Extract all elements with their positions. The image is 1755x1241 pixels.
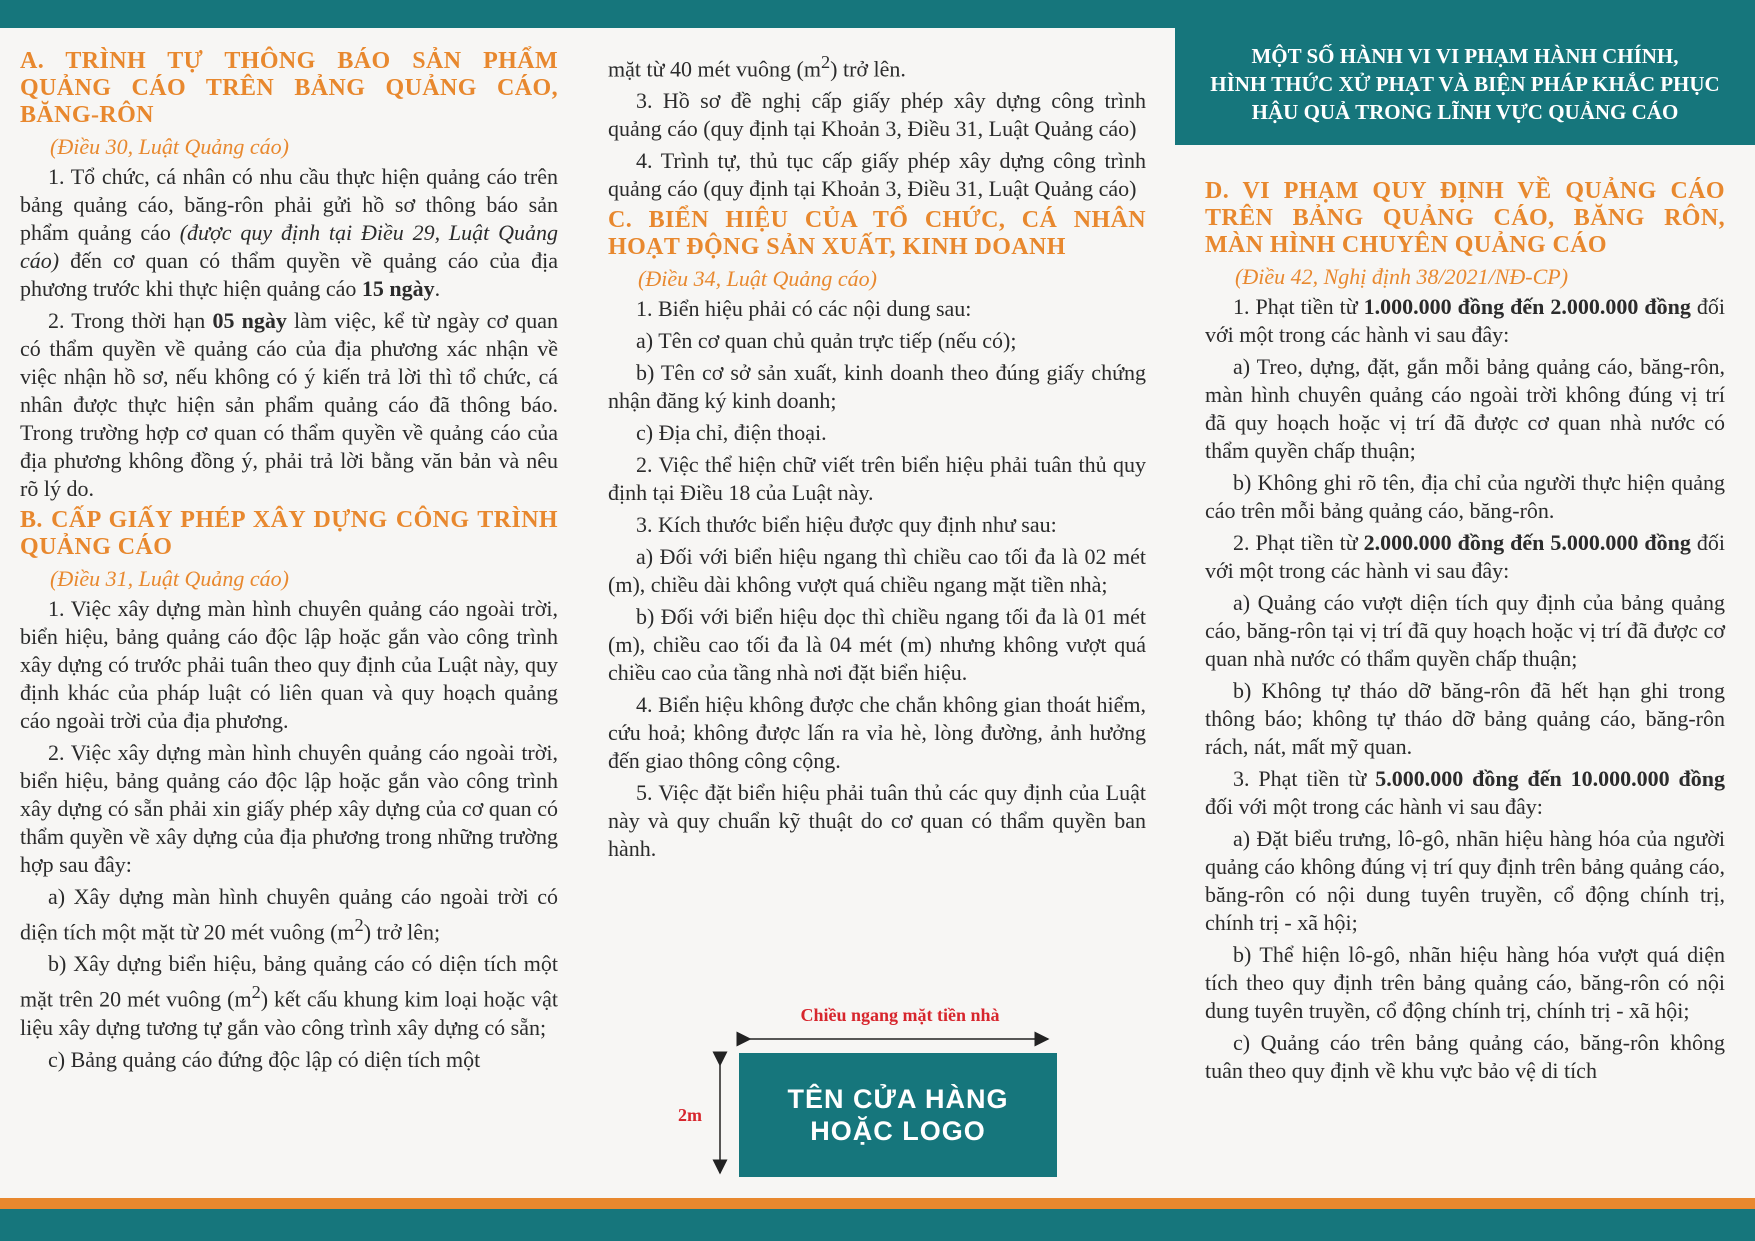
para-d3: 3. Phạt tiền từ 5.000.000 đồng đến 10.000.000 đồng đối với một trong các hành vi sau đây: xyxy=(1205,766,1725,819)
para-a2: 2. Trong thời hạn 05 ngày làm việc, kể từ ngày cơ quan có thẩm quyền về quảng cáo của địa phương xác nhận về việc nhận hồ sơ, nếu không có ý kiến trả lời thì tổ chức, cá nhân được thực hiện sản phẩm quảng cáo đã thông báo. Trong trường hợp cơ quan có thẩm quyền về quảng cáo của địa phương không đồng ý, phải trả lời bằng văn bản và nêu rõ lý do. xyxy=(20,308,559,501)
column-2 xyxy=(608,48,1146,867)
section-d-ref: (Điều 42, Nghị định 38/2021/NĐ-CP) xyxy=(1235,264,1569,289)
column-3 xyxy=(1205,178,1725,1089)
para-c3a: a) Đối với biển hiệu ngang thì chiều cao tối đa là 02 mét (m), chiều dài không vượt quá chiều ngang mặt tiền nhà; xyxy=(608,544,1146,598)
section-title-box xyxy=(1175,28,1755,145)
height-label: 2m xyxy=(678,1105,702,1125)
para-c3: 3. Kích thước biển hiệu được quy định như sau: xyxy=(636,512,1057,538)
para-b2: 2. Việc xây dựng màn hình chuyên quảng cáo ngoài trời, biển hiệu, bảng quảng cáo độc lập hoặc gắn vào công trình xây dựng có sẵn phải xin giấy phép xây dựng của cơ quan có thẩm quyền về xây dựng của địa phương trong những trường hợp sau đây: xyxy=(20,740,558,877)
top-band xyxy=(0,0,1755,28)
para-d1b: b) Không ghi rõ tên, địa chỉ của người thực hiện quảng cáo trên mỗi bảng quảng cáo, băng-rôn. xyxy=(1205,470,1725,523)
para-c4: 4. Biển hiệu không được che chắn không gian thoát hiểm, cứu hoả; không được lấn ra vỉa hè, lòng đường, ảnh hưởng đến giao thông công cộng. xyxy=(608,692,1146,774)
section-d-title: D. VI PHẠM QUY ĐỊNH VỀ QUẢNG CÁO TRÊN BẢNG QUẢNG CÁO, BĂNG RÔN, MÀN HÌNH CHUYÊN QUẢNG CÁO xyxy=(1205,178,1725,258)
para-b2a: a) Xây dựng màn hình chuyên quảng cáo ngoài trời có diện tích một mặt từ 20 mét vuông $(m^2)$ trở lên; xyxy=(20,884,558,945)
para-d3a: a) Đặt biểu trưng, lô-gô, nhãn hiệu hàng hóa của người quảng cáo không đúng vị trí quy định trên bảng quảng cáo, băng-rôn có nội dung tuyên truyền, cổ động chính trị, chính trị - xã hội; xyxy=(1205,826,1725,935)
para-b3: 3. Hồ sơ đề nghị cấp giấy phép xây dựng công trình quảng cáo (quy định tại Khoản 3, Điều 31, Luật Quảng cáo) xyxy=(608,88,1146,142)
para-b1: 1. Việc xây dựng màn hình chuyên quảng cáo ngoài trời, biển hiệu, bảng quảng cáo độc lập hoặc gắn vào công trình xây dựng có trước phải tuân theo quy định của Luật này, quy định khác của pháp luật có liên quan và quy hoạch quảng cáo ngoài trời của địa phương. xyxy=(20,596,558,733)
section-b-title: B. CẤP GIẤY PHÉP XÂY DỰNG CÔNG TRÌNH QUẢNG CÁO xyxy=(20,507,558,560)
sign-line-1: TÊN CỬA HÀNG xyxy=(787,1084,1009,1114)
para-b2c-cont: mặt từ 40 mét vuông $(m^2)$ trở lên. xyxy=(608,52,906,82)
width-label: Chiều ngang mặt tiền nhà xyxy=(800,1005,1000,1025)
para-d2a: a) Quảng cáo vượt diện tích quy định của bảng quảng cáo, băng-rôn tại vị trí đã quy hoạch hoặc vị trí đã được cơ quan nhà nước có thẩm quyền chấp thuận; xyxy=(1205,590,1725,671)
para-c1a: a) Tên cơ quan chủ quản trực tiếp (nếu có); xyxy=(636,328,1017,354)
para-d3c: c) Quảng cáo trên bảng quảng cáo, băng-rôn không tuân theo quy định về khu vực bảo vệ di tích xyxy=(1205,1030,1725,1083)
para-d3b: b) Thể hiện lô-gô, nhãn hiệu hàng hóa vượt quá diện tích theo quy định trên bảng quảng cáo, băng-rôn có nội dung tuyên truyền, cổ động chính trị, chính trị - xã hội; xyxy=(1205,942,1725,1023)
section-c-ref: (Điều 34, Luật Quảng cáo) xyxy=(638,266,877,292)
section-a-title: A. TRÌNH TỰ THÔNG BÁO SẢN PHẨM QUẢNG CÁO TRÊN BẢNG QUẢNG CÁO, BĂNG-RÔN xyxy=(20,48,558,128)
title-line-3: HẬU QUẢ TRONG LĨNH VỰC QUẢNG CÁO xyxy=(1251,100,1679,124)
para-c5: 5. Việc đặt biển hiệu phải tuân thủ các quy định của Luật này và quy chuẩn kỹ thuật do cơ quan có thẩm quyền ban hành. xyxy=(608,780,1146,862)
para-d1a: a) Treo, dựng, đặt, gắn mỗi bảng quảng cáo, băng-rôn, màn hình chuyên quảng cáo ngoài trời không đúng vị trí đã quy hoạch hoặc vị trí đã được cơ quan nhà nước có thẩm quyền chấp thuận; xyxy=(1205,354,1725,463)
signboard-diagram xyxy=(670,1003,1070,1183)
para-d2: 2. Phạt tiền từ 2.000.000 đồng đến 5.000.000 đồng đối với một trong các hành vi sau đây: xyxy=(1205,530,1725,583)
column-1 xyxy=(20,48,558,1078)
sign-box xyxy=(739,1053,1057,1177)
para-d1: 1. Phạt tiền từ 1.000.000 đồng đến 2.000.000 đồng đối với một trong các hành vi sau đây: xyxy=(1205,294,1725,347)
para-c1c: c) Địa chỉ, điện thoại. xyxy=(636,420,827,446)
title-line-1: MỘT SỐ HÀNH VI VI PHẠM HÀNH CHÍNH, xyxy=(1251,44,1679,68)
section-a-ref: (Điều 30, Luật Quảng cáo) xyxy=(50,134,289,159)
para-b2c: c) Bảng quảng cáo đứng độc lập có diện tích một xyxy=(48,1046,481,1072)
bottom-band xyxy=(0,1209,1755,1241)
section-b-ref: (Điều 31, Luật Quảng cáo) xyxy=(50,566,289,591)
section-c-title: C. BIỂN HIỆU CỦA TỔ CHỨC, CÁ NHÂN HOẠT ĐỘNG SẢN XUẤT, KINH DOANH xyxy=(608,207,1146,261)
para-b4: 4. Trình tự, thủ tục cấp giấy phép xây dựng công trình quảng cáo (quy định tại Khoản 3, Điều 31, Luật Quảng cáo) xyxy=(608,148,1146,202)
para-b2b: b) Xây dựng biển hiệu, bảng quảng cáo có diện tích một mặt trên 20 mét vuông $(m^2)$ kết cấu khung kim loại hoặc vật liệu xây dựng tương tự gắn vào công trình xây dựng có sẵn; xyxy=(20,951,558,1040)
para-c1: 1. Biển hiệu phải có các nội dung sau: xyxy=(636,296,972,322)
para-a1: 1. Tổ chức, cá nhân có nhu cầu thực hiện quảng cáo trên bảng quảng cáo, băng-rôn phải gửi hồ sơ thông báo sản phẩm quảng cáo (được quy định tại Điều 29, Luật Quảng cáo) đến cơ quan có thẩm quyền về quảng cáo của địa phương trước khi thực hiện quảng cáo 15 ngày. xyxy=(20,164,559,301)
para-d2b: b) Không tự tháo dỡ băng-rôn đã hết hạn ghi trong thông báo; không tự tháo dỡ bảng quảng cáo, băng-rôn rách, nát, mất mỹ quan. xyxy=(1205,678,1725,759)
para-c3b: b) Đối với biển hiệu dọc thì chiều ngang tối đa là 01 mét (m), chiều cao tối đa là 04 mét (m) nhưng không vượt quá chiều cao của tầng nhà nơi đặt biển hiệu. xyxy=(608,604,1146,686)
para-c2: 2. Việc thể hiện chữ viết trên biển hiệu phải tuân thủ quy định tại Điều 18 của Luật này. xyxy=(608,452,1146,506)
sign-line-2: HOẶC LOGO xyxy=(810,1116,986,1146)
para-c1b: b) Tên cơ sở sản xuất, kinh doanh theo đúng giấy chứng nhận đăng ký kinh doanh; xyxy=(608,360,1146,414)
bottom-orange-stripe xyxy=(0,1198,1755,1209)
title-line-2: HÌNH THỨC XỬ PHẠT VÀ BIỆN PHÁP KHẮC PHỤC xyxy=(1210,72,1720,96)
